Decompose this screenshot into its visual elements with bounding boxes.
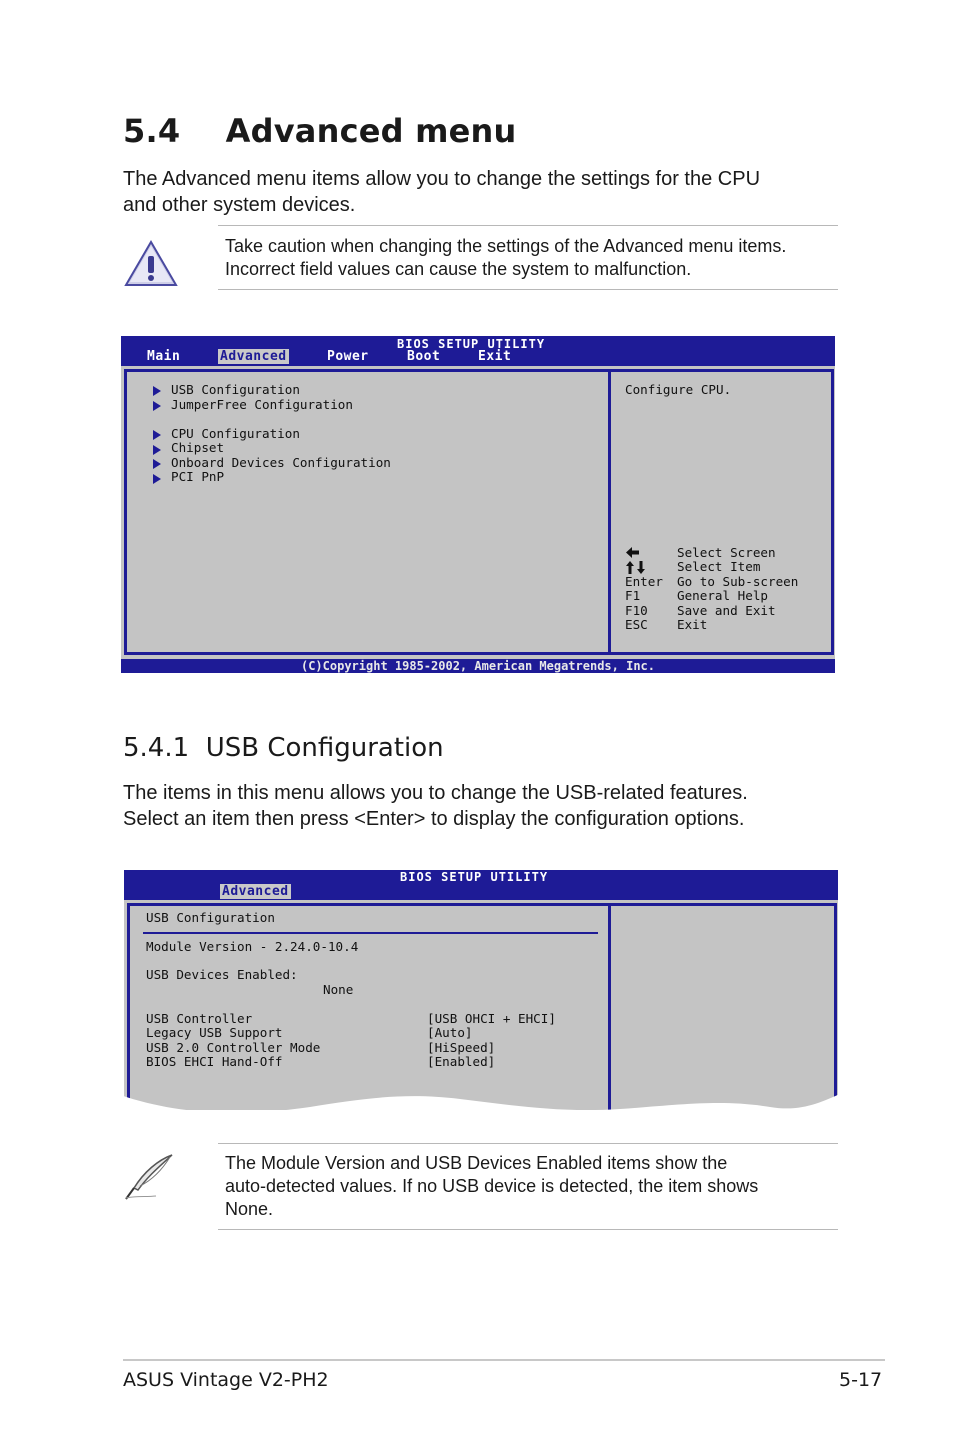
setting-value-legacy-usb-support[interactable]: [Auto] bbox=[427, 1025, 473, 1040]
subsection-heading bbox=[123, 733, 444, 763]
footer-product: ASUS Vintage V2-PH2 bbox=[123, 1369, 329, 1391]
up-down-arrow-icon bbox=[625, 560, 647, 575]
setting-value-bios-ehci-hand-off[interactable]: [Enabled] bbox=[427, 1054, 496, 1069]
subsection-number: 5.4.1 bbox=[123, 733, 190, 763]
intro-line: The items in this menu allows you to change the USB-related features. bbox=[123, 782, 748, 804]
menu-item-onboard-devices-configuration[interactable]: Onboard Devices Configuration bbox=[171, 455, 391, 470]
left-right-arrow-icon bbox=[625, 546, 641, 559]
bios-header bbox=[124, 870, 838, 900]
tab-boot[interactable]: Boot bbox=[407, 349, 441, 364]
submenu-arrow-icon bbox=[153, 386, 161, 396]
subsection-title: USB Configuration bbox=[205, 733, 444, 763]
warning-triangle-icon bbox=[123, 236, 179, 290]
torn-edge bbox=[120, 1085, 842, 1130]
tab-power[interactable]: Power bbox=[327, 349, 369, 364]
key-name: ESC bbox=[625, 617, 648, 632]
submenu-arrow-icon bbox=[153, 401, 161, 411]
setting-value-usb2-controller-mode[interactable]: [HiSpeed] bbox=[427, 1040, 496, 1055]
key-action: Select Item bbox=[677, 559, 761, 574]
setting-label: BIOS EHCI Hand-Off bbox=[146, 1054, 283, 1069]
note-line: None. bbox=[225, 1199, 274, 1219]
caution-line: Incorrect field values can cause the system to malfunction. bbox=[225, 259, 692, 279]
title-divider bbox=[143, 932, 598, 934]
footer-rule bbox=[123, 1359, 885, 1361]
submenu-arrow-icon bbox=[153, 474, 161, 484]
key-name: Enter bbox=[625, 574, 663, 589]
key-action: Save and Exit bbox=[677, 603, 776, 618]
submenu-arrow-icon bbox=[153, 445, 161, 455]
caution-text bbox=[225, 235, 786, 281]
bios-header bbox=[121, 336, 835, 366]
note-line: The Module Version and USB Devices Enabled items show the bbox=[225, 1153, 728, 1173]
section-intro bbox=[123, 166, 823, 218]
screen-title: USB Configuration bbox=[146, 910, 275, 925]
intro-line: and other system devices. bbox=[123, 194, 356, 216]
usb-devices-label: USB Devices Enabled: bbox=[146, 967, 298, 982]
submenu-arrow-icon bbox=[153, 430, 161, 440]
key-action: Select Screen bbox=[677, 545, 776, 560]
setting-label: USB 2.0 Controller Mode bbox=[146, 1040, 321, 1055]
bios-title: BIOS SETUP UTILITY bbox=[400, 870, 549, 884]
note-line: auto-detected values. If no USB device is detected, the item shows bbox=[225, 1176, 759, 1196]
subsection-intro bbox=[123, 780, 843, 832]
bios-main-panel bbox=[127, 903, 611, 1113]
key-name: F1 bbox=[625, 588, 641, 603]
setting-label: Legacy USB Support bbox=[146, 1025, 283, 1040]
note-text bbox=[225, 1152, 758, 1221]
menu-item-pci-pnp[interactable]: PCI PnP bbox=[171, 469, 225, 484]
key-action: Exit bbox=[677, 617, 708, 632]
menu-item-cpu-configuration[interactable]: CPU Configuration bbox=[171, 426, 300, 441]
key-action: Go to Sub-screen bbox=[677, 574, 799, 589]
submenu-arrow-icon bbox=[153, 459, 161, 469]
menu-item-jumperfree-configuration[interactable]: JumperFree Configuration bbox=[171, 397, 353, 412]
section-heading bbox=[123, 112, 517, 150]
section-title: Advanced menu bbox=[225, 112, 517, 150]
page-number: 5-17 bbox=[839, 1369, 883, 1391]
menu-item-chipset[interactable]: Chipset bbox=[171, 440, 225, 455]
menu-item-usb-configuration[interactable]: USB Configuration bbox=[171, 382, 300, 397]
section-number: 5.4 bbox=[123, 112, 181, 150]
intro-line: The Advanced menu items allow you to change the settings for the CPU bbox=[123, 168, 761, 190]
bios-help-panel bbox=[608, 903, 837, 1113]
help-text: Configure CPU. bbox=[625, 382, 732, 397]
setting-value-usb-controller[interactable]: [USB OHCI + EHCI] bbox=[427, 1011, 556, 1026]
caution-line: Take caution when changing the settings of the Advanced menu items. bbox=[225, 236, 787, 256]
key-name: F10 bbox=[625, 603, 648, 618]
caution-box bbox=[218, 225, 838, 290]
module-version: Module Version - 2.24.0-10.4 bbox=[146, 939, 359, 954]
setting-label: USB Controller bbox=[146, 1011, 253, 1026]
tab-exit[interactable]: Exit bbox=[478, 349, 512, 364]
tab-advanced[interactable]: Advanced bbox=[220, 349, 287, 364]
bios-copyright: (C)Copyright 1985-2002, American Megatrends, Inc. bbox=[121, 659, 835, 673]
feather-pen-icon bbox=[122, 1152, 176, 1202]
usb-devices-value: None bbox=[323, 982, 354, 997]
tab-main[interactable]: Main bbox=[147, 349, 181, 364]
note-box bbox=[218, 1143, 838, 1230]
intro-line: Select an item then press <Enter> to display the configuration options. bbox=[123, 808, 745, 830]
bios-title: BIOS SETUP UTILITY bbox=[397, 337, 546, 351]
key-action: General Help bbox=[677, 588, 768, 603]
tab-advanced[interactable]: Advanced bbox=[222, 884, 289, 899]
